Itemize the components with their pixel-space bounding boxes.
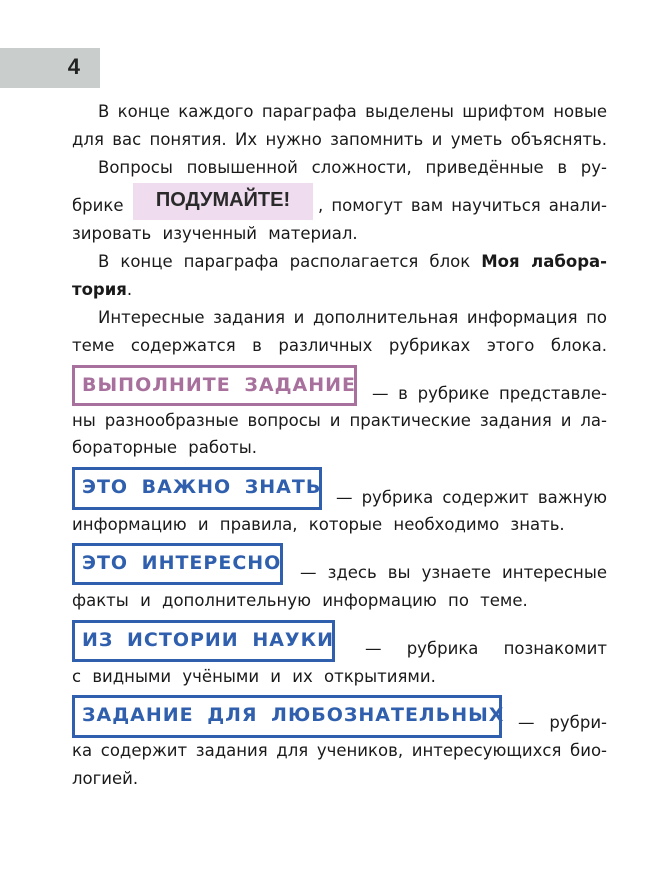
text-line: бораторные работы. (72, 438, 257, 457)
text-line: В конце каждого параграфа выделены шрифтом новые (98, 102, 607, 121)
text-line: — здесь вы узнаете интересные (300, 563, 607, 582)
text-line: ны разнообразные вопросы и практические задания и ла- (72, 411, 607, 430)
rubric-iz-istorii-nauki: ИЗ ИСТОРИИ НАУКИ (72, 620, 335, 662)
text-line: теме содержатся в различных рубриках этого блока. (72, 336, 607, 355)
text-line (72, 279, 132, 301)
page-number: 4 (67, 54, 80, 79)
text-line: — рубрика содержит важную (336, 488, 607, 507)
text-line: — в рубрике представле- (372, 384, 607, 403)
bold-term: Моя лабора- (481, 252, 607, 271)
rubric-vypolnite-zadanie: ВЫПОЛНИТЕ ЗАДАНИЕ (72, 365, 357, 406)
text-line: с видными учёными и их открытиями. (72, 667, 436, 686)
text-line: — рубрика познакомит (365, 639, 607, 658)
rubric-zadanie-dlya-lyuboznatelnyh: ЗАДАНИЕ ДЛЯ ЛЮБОЗНАТЕЛЬНЫХ (72, 695, 502, 738)
text-line: Интересные задания и дополнительная информация по (98, 308, 607, 327)
text-line: — рубри- (518, 713, 607, 732)
rubric-label: ПОДУМАЙТЕ! (155, 189, 291, 211)
text-line: зировать изученный материал. (72, 224, 358, 243)
bold-term: тория (72, 280, 127, 299)
rubric-eto-interesno: ЭТО ИНТЕРЕСНО (72, 543, 283, 585)
text-line: логией. (72, 769, 139, 788)
text-line: , помогут вам научиться анали- (318, 196, 607, 215)
rubric-eto-vazhno-znat: ЭТО ВАЖНО ЗНАТЬ (72, 467, 322, 510)
text-line: Вопросы повышенной сложности, приведённые в ру- (98, 158, 607, 177)
text-line: ка содержит задания для учеников, интересующихся био- (72, 741, 607, 760)
text-line: для вас понятия. Их нужно запомнить и уметь объяснять. (72, 130, 607, 149)
text: В конце параграфа располагается блок (98, 252, 471, 271)
text-line: информацию и правила, которые необходимо знать. (72, 515, 565, 534)
rubric-podumaite (133, 183, 313, 220)
text-line: брике (72, 196, 124, 215)
text-line: факты и дополнительную информацию по теме. (72, 591, 528, 610)
page-number-tab (0, 48, 100, 88)
text-line (98, 251, 607, 273)
text: . (126, 280, 133, 299)
